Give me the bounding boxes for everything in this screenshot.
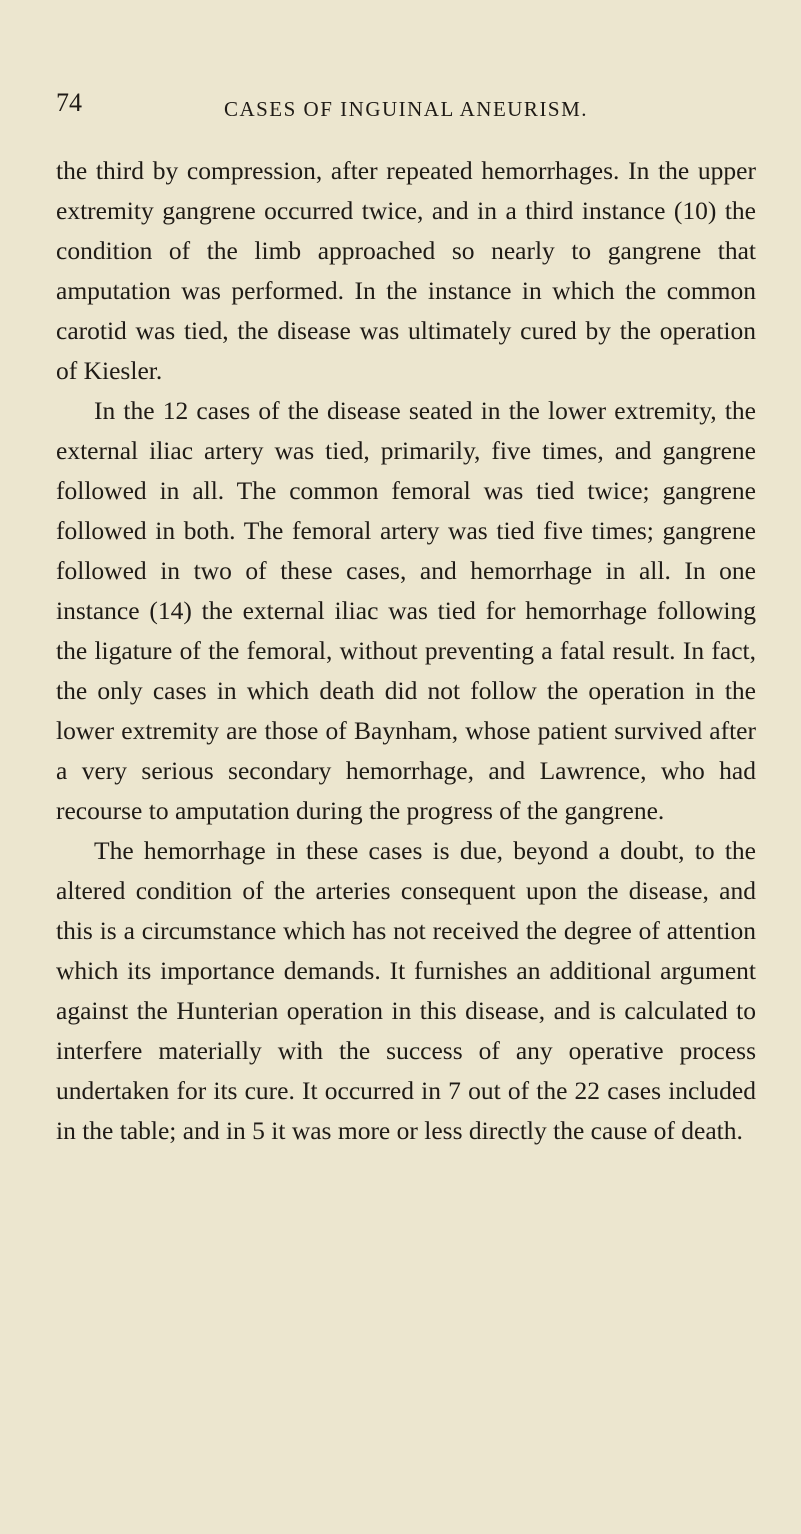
running-head bbox=[56, 88, 756, 128]
paragraph-2: In the 12 cases of the disease seated in the lower extremity, the external iliac artery was tied, primarily, five times, and gangrene followed in all. The common femoral was tied twice; gangrene followed in both. The femoral artery was tied five times; gangrene followed in two of these cases, and hemorrhage in all. In one instance (14) the external iliac was tied for hemorrhage following the ligature of the femoral, without preventing a fatal result. In fact, the only cases in which death did not follow the operation in the lower extremity are those of Baynham, whose patient survived after a very serious secondary hemorrhage, and Lawrence, who had recourse to amputation during the progress of the gangrene. bbox=[56, 396, 756, 825]
paragraph-1: the third by compression, after repeated hemorrhages. In the upper extremity gangrene occurred twice, and in a third instance (10) the condition of the limb approached so nearly to gangrene that amputation was performed. In the instance in which the common carotid was tied, the disease was ultimately cured by the operation of Kiesler. bbox=[56, 156, 756, 385]
page-number: 74 bbox=[56, 88, 82, 117]
paragraph-3: The hemorrhage in these cases is due, beyond a doubt, to the altered condition of the arteries consequent upon the disease, and this is a circumstance which has not received the degree of attention which its importance demands. It furnishes an additional argument against the Hunterian operation in this disease, and is calculated to interfere materially with the success of any operative process undertaken for its cure. It occurred in 7 out of the 22 cases included in the table; and in 5 it was more or less directly the cause of death. bbox=[56, 836, 756, 1145]
header-title: CASES OF INGUINAL ANEURISM. bbox=[223, 97, 589, 121]
body-text bbox=[56, 151, 756, 1151]
